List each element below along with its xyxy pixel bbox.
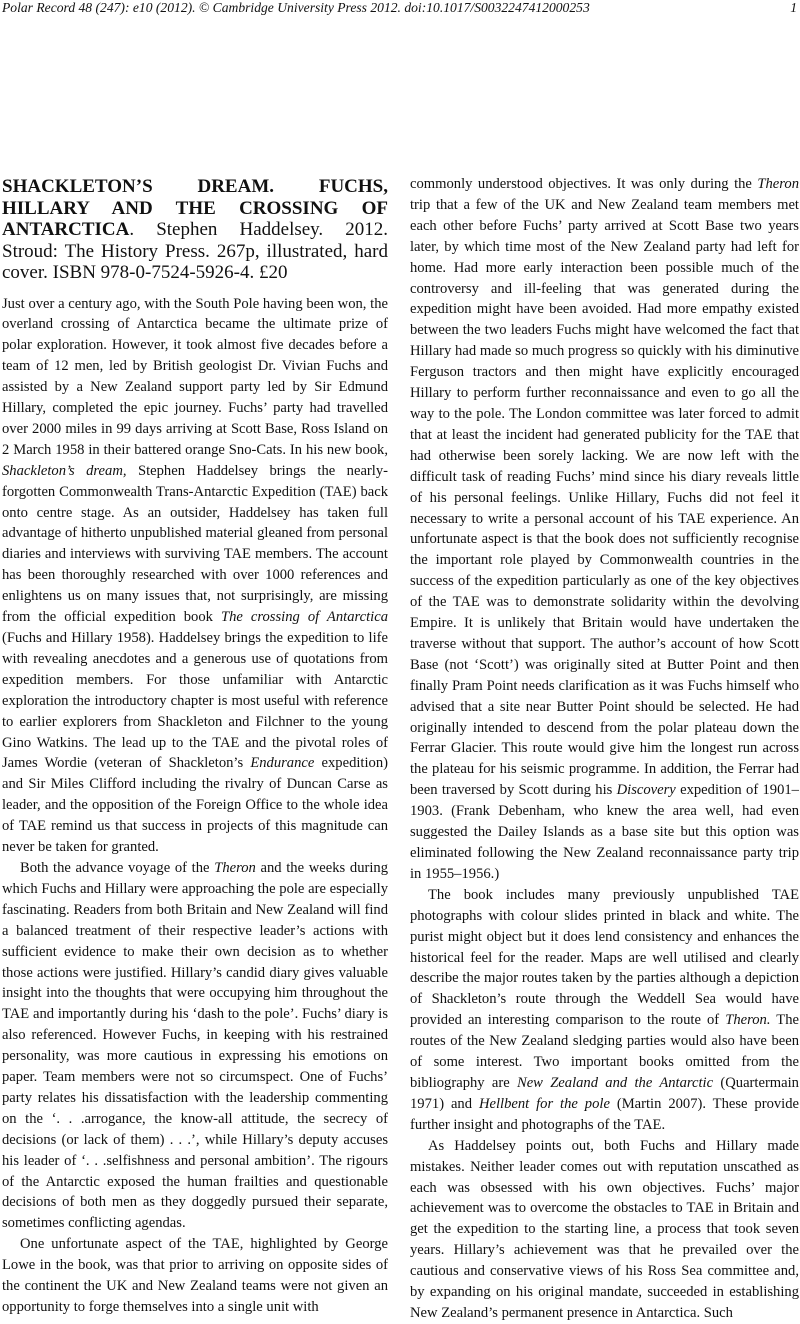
text-run: commonly understood objectives. It was only during the bbox=[410, 176, 758, 192]
left-column bbox=[2, 176, 388, 1318]
italic-run: The crossing of Antarctica bbox=[220, 609, 388, 626]
italic-run: Endurance bbox=[250, 755, 315, 772]
text-run: expedition) and Sir Miles Clifford including the rivalry of Duncan Carse as leader, and the opposition of the Foreign Office to the whole idea of TAE remind us that success in projects of this magnitude can never be taken for granted. bbox=[2, 755, 388, 856]
journal-citation: Polar Record 48 (247): e10 (2012). © Cambridge University Press 2012. doi:10.1017/S0032247412000253 bbox=[2, 0, 590, 15]
paragraph-1 bbox=[2, 294, 388, 858]
right-column bbox=[410, 174, 799, 1324]
italic-run: New Zealand and the Antarctic bbox=[516, 1074, 714, 1091]
paragraph-3: One unfortunate aspect of the TAE, highlighted by George Lowe in the book, was that prior to arriving on opposite sides of the continent the UK and New Zealand teams were not given an opportunity to forge themselves into a single unit with bbox=[2, 1236, 388, 1315]
italic-run: Shackleton’s dream, bbox=[2, 462, 127, 479]
text-run: expedition of 1901–1903. (Frank Debenham, who knew the area well, had even suggested the Dailey Islands as a base site but this option was eliminated following the New Zealand reconnaissance party trip in 1955–1956.) bbox=[410, 782, 799, 882]
review-title bbox=[2, 176, 388, 284]
italic-run: Hellbent for the pole bbox=[478, 1095, 610, 1112]
text-run: Both the advance voyage of the bbox=[20, 859, 215, 876]
text-run: Stephen Haddelsey brings the nearly-forgotten Commonwealth Trans-Antarctic Expedition (TAE) back onto centre stage. As an outsider, Haddelsey has taken full advantage of hitherto unpublished material gleaned from personal diaries and interviews with surviving TAE members. The account has been thoroughly researched with over 1000 references and enlightens us on many issues that, not surprisingly, are missing from the official expedition book bbox=[2, 462, 388, 626]
paragraph-2 bbox=[2, 858, 388, 1234]
italic-run: Theron bbox=[214, 859, 256, 876]
paragraph-6: As Haddelsey points out, both Fuchs and Hillary made mistakes. Neither leader comes out with reputation unscathed as each was obsessed with his own objectives. Fuchs’ major achievement was to overcome the obstacles to TAE in Britain and get the expedition to the starting line, a process that took seven years. Hillary’s achievement was that he prevailed over the cautious and conservative views of his Ross Sea committee and, by expanding on his original mandate, succeeded in establishing New Zealand’s permanent presence in Antarctica. Such bbox=[410, 1137, 799, 1321]
text-run: The routes of the New Zealand sledging parties would also have been of some interest. Two important books omitted from the bibliography are bbox=[410, 1012, 799, 1091]
book-title: SHACKLETON’S DREAM. FUCHS, HILLARY AND THE CROSSING OF ANTARCTICA bbox=[2, 176, 388, 240]
text-run: (Fuchs and Hillary 1958). Haddelsey brings the expedition to life with revealing anecdotes and a generous use of quotations from expedition members. For those unfamiliar with Antarctic exploration the introductory chapter is most useful with reference to earlier explorers from Shackleton and Filchner to the young Gino Watkins. The lead up to the TAE and the pivotal roles of James Wordie (veteran of Shackleton’s bbox=[2, 630, 388, 772]
running-header bbox=[0, 0, 800, 20]
page-number: 1 bbox=[790, 0, 797, 15]
paragraph-5 bbox=[410, 885, 799, 1136]
italic-run: Discovery bbox=[616, 782, 676, 799]
text-run: The book includes many previously unpublished TAE photographs with colour slides printed in black and white. The purist might object but it does lend consistency and enhances the historical feel for the reader. Maps are well utilised and clearly describe the major routes taken by the parties although a depiction of Shackleton’s route through the Weddell Sea would have provided an interesting comparison to the route of bbox=[410, 886, 799, 1029]
text-run: trip that a few of the UK and New Zealand team members met each other before Fuchs’ party arrived at Scott Base two years later, by which time most of the New Zealand party had left for home. Had more early interaction been possible much of the controversy and ill-feeling that was generated during the expedition might have been avoided. Had more empathy existed between the two leaders Fuchs might have welcomed the fact that Hillary had made so much progress so quickly with his diminutive Ferguson tractors and then might have explicitly encouraged Hillary to perform further reconnaissance and even to go all the way to the pole. The London committee was later forced to admit that at least the incident had generated publicity for the TAE that had otherwise been sorely lacking. We are now left with the difficult task of reading Fuchs’ mind since his diary reveals little of his personal feelings. Unlike Hillary, Fuchs did not feel it necessary to write a personal account of his TAE experience. An unfortunate aspect is that the book does not sufficiently recognise the important role played by Commonwealth countries in the success of the expedition particularly as one of the key objectives of the TAE was to demonstrate solidarity within the devolving Empire. It is unlikely that Britain would have undertaken the traverse without that support. The author’s account of how Scott Base (not ‘Scott’) was originally sited at Butter Point and then finally Pram Point needs clarification as it was Fuchs himself who advised that a site near Butter Point should be selected. He had originally intended to descend from the polar plateau down the Ferrar Glacier. This route would give him the longest run across the plateau for his seismic programme. In addition, the Ferrar had been traversed by Scott during his bbox=[410, 196, 799, 799]
text-run: (Quartermain 1971) and bbox=[410, 1074, 799, 1112]
paragraph-4 bbox=[410, 174, 799, 885]
text-run: and the weeks during which Fuchs and Hillary were approaching the pole are especially fascinating. Readers from both Britain and New Zealand will find a balanced treatment of their respective leader’s actions with sufficient evidence to make their own decision as to whether those actions were justified. Hillary’s candid diary gives valuable insight into the thoughts that were occupying him throughout the TAE and importantly during his ‘dash to the pole’. Fuchs’ diary is also referenced. However Fuchs, in keeping with his restrained personality, was more cautious in expressing his emotions on paper. Team members were not so circumspect. One of Fuchs’ party relates his dissatisfaction with the leadership commenting on the ‘. . .arrogance, the know-all attitude, the secrecy of decisions (or lack of them) . . .’, while Hillary’s deputy accuses his leader of ‘. . .selfishness and personal ambition’. The rigours of the Antarctic exposed the human frailties and questionable decisions of both men as they doggedly pursued their separate, sometimes conflicting agendas. bbox=[2, 859, 389, 1232]
italic-run: Theron. bbox=[725, 1012, 771, 1029]
italic-run: Theron bbox=[757, 176, 799, 192]
text-run: (Martin 2007). These provide further insight and photographs of the TAE. bbox=[410, 1095, 800, 1133]
book-details: . Stephen Haddelsey. 2012. Stroud: The History Press. 267p, illustrated, hard cover. ISBN 978-0-7524-5926-4. £20 bbox=[2, 219, 388, 283]
text-run: Just over a century ago, with the South Pole having been won, the overland crossing of Antarctica became the ultimate prize of polar exploration. However, it took almost five decades before a team of 12 men, led by British geologist Dr. Vivian Fuchs and assisted by a New Zealand support party led by Sir Edmund Hillary, completed the epic journey. Fuchs’ party had travelled over 2000 miles in 99 days arriving at Scott Base, Ross Island on 2 March 1958 in their battered orange Sno-Cats. In his new book, bbox=[2, 295, 388, 458]
